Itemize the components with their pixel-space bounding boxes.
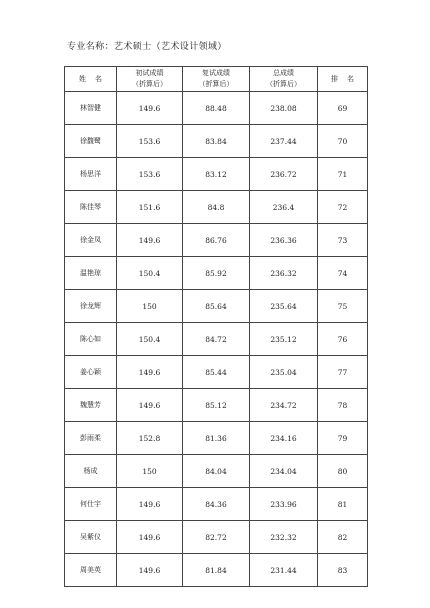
table-row xyxy=(65,191,368,224)
header-rank: 排名 xyxy=(318,67,368,92)
cell-name: 徐馥鹭 xyxy=(65,125,117,158)
table-row xyxy=(65,125,368,158)
cell-rank: 83 xyxy=(318,554,368,587)
table-row xyxy=(65,323,368,356)
cell-total-score: 236.36 xyxy=(250,224,318,257)
cell-total-score: 235.12 xyxy=(250,323,318,356)
cell-total-score: 238.08 xyxy=(250,92,318,125)
cell-total-score: 235.64 xyxy=(250,290,318,323)
cell-retest-score: 84.8 xyxy=(183,191,250,224)
cell-retest-score: 85.12 xyxy=(183,389,250,422)
header-retest-score xyxy=(183,67,250,92)
cell-rank: 69 xyxy=(318,92,368,125)
table-row xyxy=(65,488,368,521)
cell-name: 陈佳琴 xyxy=(65,191,117,224)
cell-retest-score: 81.84 xyxy=(183,554,250,587)
header-initial-line1: 初试成绩 xyxy=(135,69,164,77)
table-row xyxy=(65,290,368,323)
cell-retest-score: 85.92 xyxy=(183,257,250,290)
cell-name: 彭雨柔 xyxy=(65,422,117,455)
cell-retest-score: 86.76 xyxy=(183,224,250,257)
cell-initial-score: 149.6 xyxy=(117,389,183,422)
cell-name: 杨思洋 xyxy=(65,158,117,191)
header-initial-score xyxy=(117,67,183,92)
cell-name: 吴紫仪 xyxy=(65,521,117,554)
major-heading: 专业名称：艺术硕士（艺术设计领域） xyxy=(67,42,227,52)
cell-rank: 75 xyxy=(318,290,368,323)
table-row xyxy=(65,455,368,488)
cell-name: 周美英 xyxy=(65,554,117,587)
cell-retest-score: 81.36 xyxy=(183,422,250,455)
header-retest-line1: 复试成绩 xyxy=(202,69,230,77)
cell-initial-score: 153.6 xyxy=(117,125,183,158)
header-initial-line2: （折算后） xyxy=(132,80,167,88)
score-table-header xyxy=(65,67,368,92)
table-row xyxy=(65,257,368,290)
cell-initial-score: 150 xyxy=(117,290,183,323)
cell-initial-score: 150.4 xyxy=(117,323,183,356)
cell-total-score: 236.4 xyxy=(250,191,318,224)
header-name: 姓名 xyxy=(65,67,117,92)
cell-name: 杨成 xyxy=(65,455,117,488)
header-retest-line2: （折算后） xyxy=(198,80,234,88)
cell-total-score: 234.04 xyxy=(250,455,318,488)
cell-total-score: 233.96 xyxy=(250,488,318,521)
cell-initial-score: 150.4 xyxy=(117,257,183,290)
cell-rank: 78 xyxy=(318,389,368,422)
cell-initial-score: 149.6 xyxy=(117,356,183,389)
cell-total-score: 237.44 xyxy=(250,125,318,158)
table-row xyxy=(65,224,368,257)
cell-total-score: 234.72 xyxy=(250,389,318,422)
table-row xyxy=(65,554,368,587)
table-row xyxy=(65,92,368,125)
table-row xyxy=(65,389,368,422)
cell-retest-score: 85.44 xyxy=(183,356,250,389)
cell-retest-score: 85.64 xyxy=(183,290,250,323)
cell-name: 何仕宇 xyxy=(65,488,117,521)
cell-name: 徐金凤 xyxy=(65,224,117,257)
cell-initial-score: 150 xyxy=(117,455,183,488)
score-table-body xyxy=(65,92,368,587)
cell-rank: 73 xyxy=(318,224,368,257)
cell-total-score: 236.32 xyxy=(250,257,318,290)
cell-name: 陈心如 xyxy=(65,323,117,356)
table-row xyxy=(65,521,368,554)
cell-rank: 71 xyxy=(318,158,368,191)
cell-rank: 81 xyxy=(318,488,368,521)
cell-rank: 79 xyxy=(318,422,368,455)
cell-name: 林智健 xyxy=(65,92,117,125)
cell-rank: 76 xyxy=(318,323,368,356)
cell-initial-score: 149.6 xyxy=(117,488,183,521)
cell-rank: 82 xyxy=(318,521,368,554)
header-total-score xyxy=(250,67,318,92)
cell-initial-score: 149.6 xyxy=(117,554,183,587)
cell-name: 姜心颖 xyxy=(65,356,117,389)
cell-retest-score: 88.48 xyxy=(183,92,250,125)
cell-retest-score: 82.72 xyxy=(183,521,250,554)
cell-initial-score: 152.8 xyxy=(117,422,183,455)
cell-retest-score: 83.84 xyxy=(183,125,250,158)
table-row xyxy=(65,158,368,191)
score-table xyxy=(64,66,368,587)
cell-total-score: 232.32 xyxy=(250,521,318,554)
cell-retest-score: 84.04 xyxy=(183,455,250,488)
cell-rank: 77 xyxy=(318,356,368,389)
cell-total-score: 231.44 xyxy=(250,554,318,587)
table-row xyxy=(65,356,368,389)
cell-total-score: 235.04 xyxy=(250,356,318,389)
header-total-line1: 总成绩 xyxy=(273,69,294,77)
cell-initial-score: 149.6 xyxy=(117,92,183,125)
cell-initial-score: 149.6 xyxy=(117,521,183,554)
header-total-line2: （折算后） xyxy=(266,80,301,88)
header-row xyxy=(65,67,368,92)
cell-rank: 70 xyxy=(318,125,368,158)
cell-retest-score: 84.36 xyxy=(183,488,250,521)
cell-name: 魏慧芳 xyxy=(65,389,117,422)
cell-retest-score: 84.72 xyxy=(183,323,250,356)
cell-rank: 72 xyxy=(318,191,368,224)
cell-total-score: 236.72 xyxy=(250,158,318,191)
cell-name: 徐龙辉 xyxy=(65,290,117,323)
cell-rank: 74 xyxy=(318,257,368,290)
table-row xyxy=(65,422,368,455)
cell-initial-score: 149.6 xyxy=(117,224,183,257)
cell-initial-score: 153.6 xyxy=(117,158,183,191)
cell-total-score: 234.16 xyxy=(250,422,318,455)
cell-name: 温艳琼 xyxy=(65,257,117,290)
cell-retest-score: 83.12 xyxy=(183,158,250,191)
cell-rank: 80 xyxy=(318,455,368,488)
cell-initial-score: 151.6 xyxy=(117,191,183,224)
